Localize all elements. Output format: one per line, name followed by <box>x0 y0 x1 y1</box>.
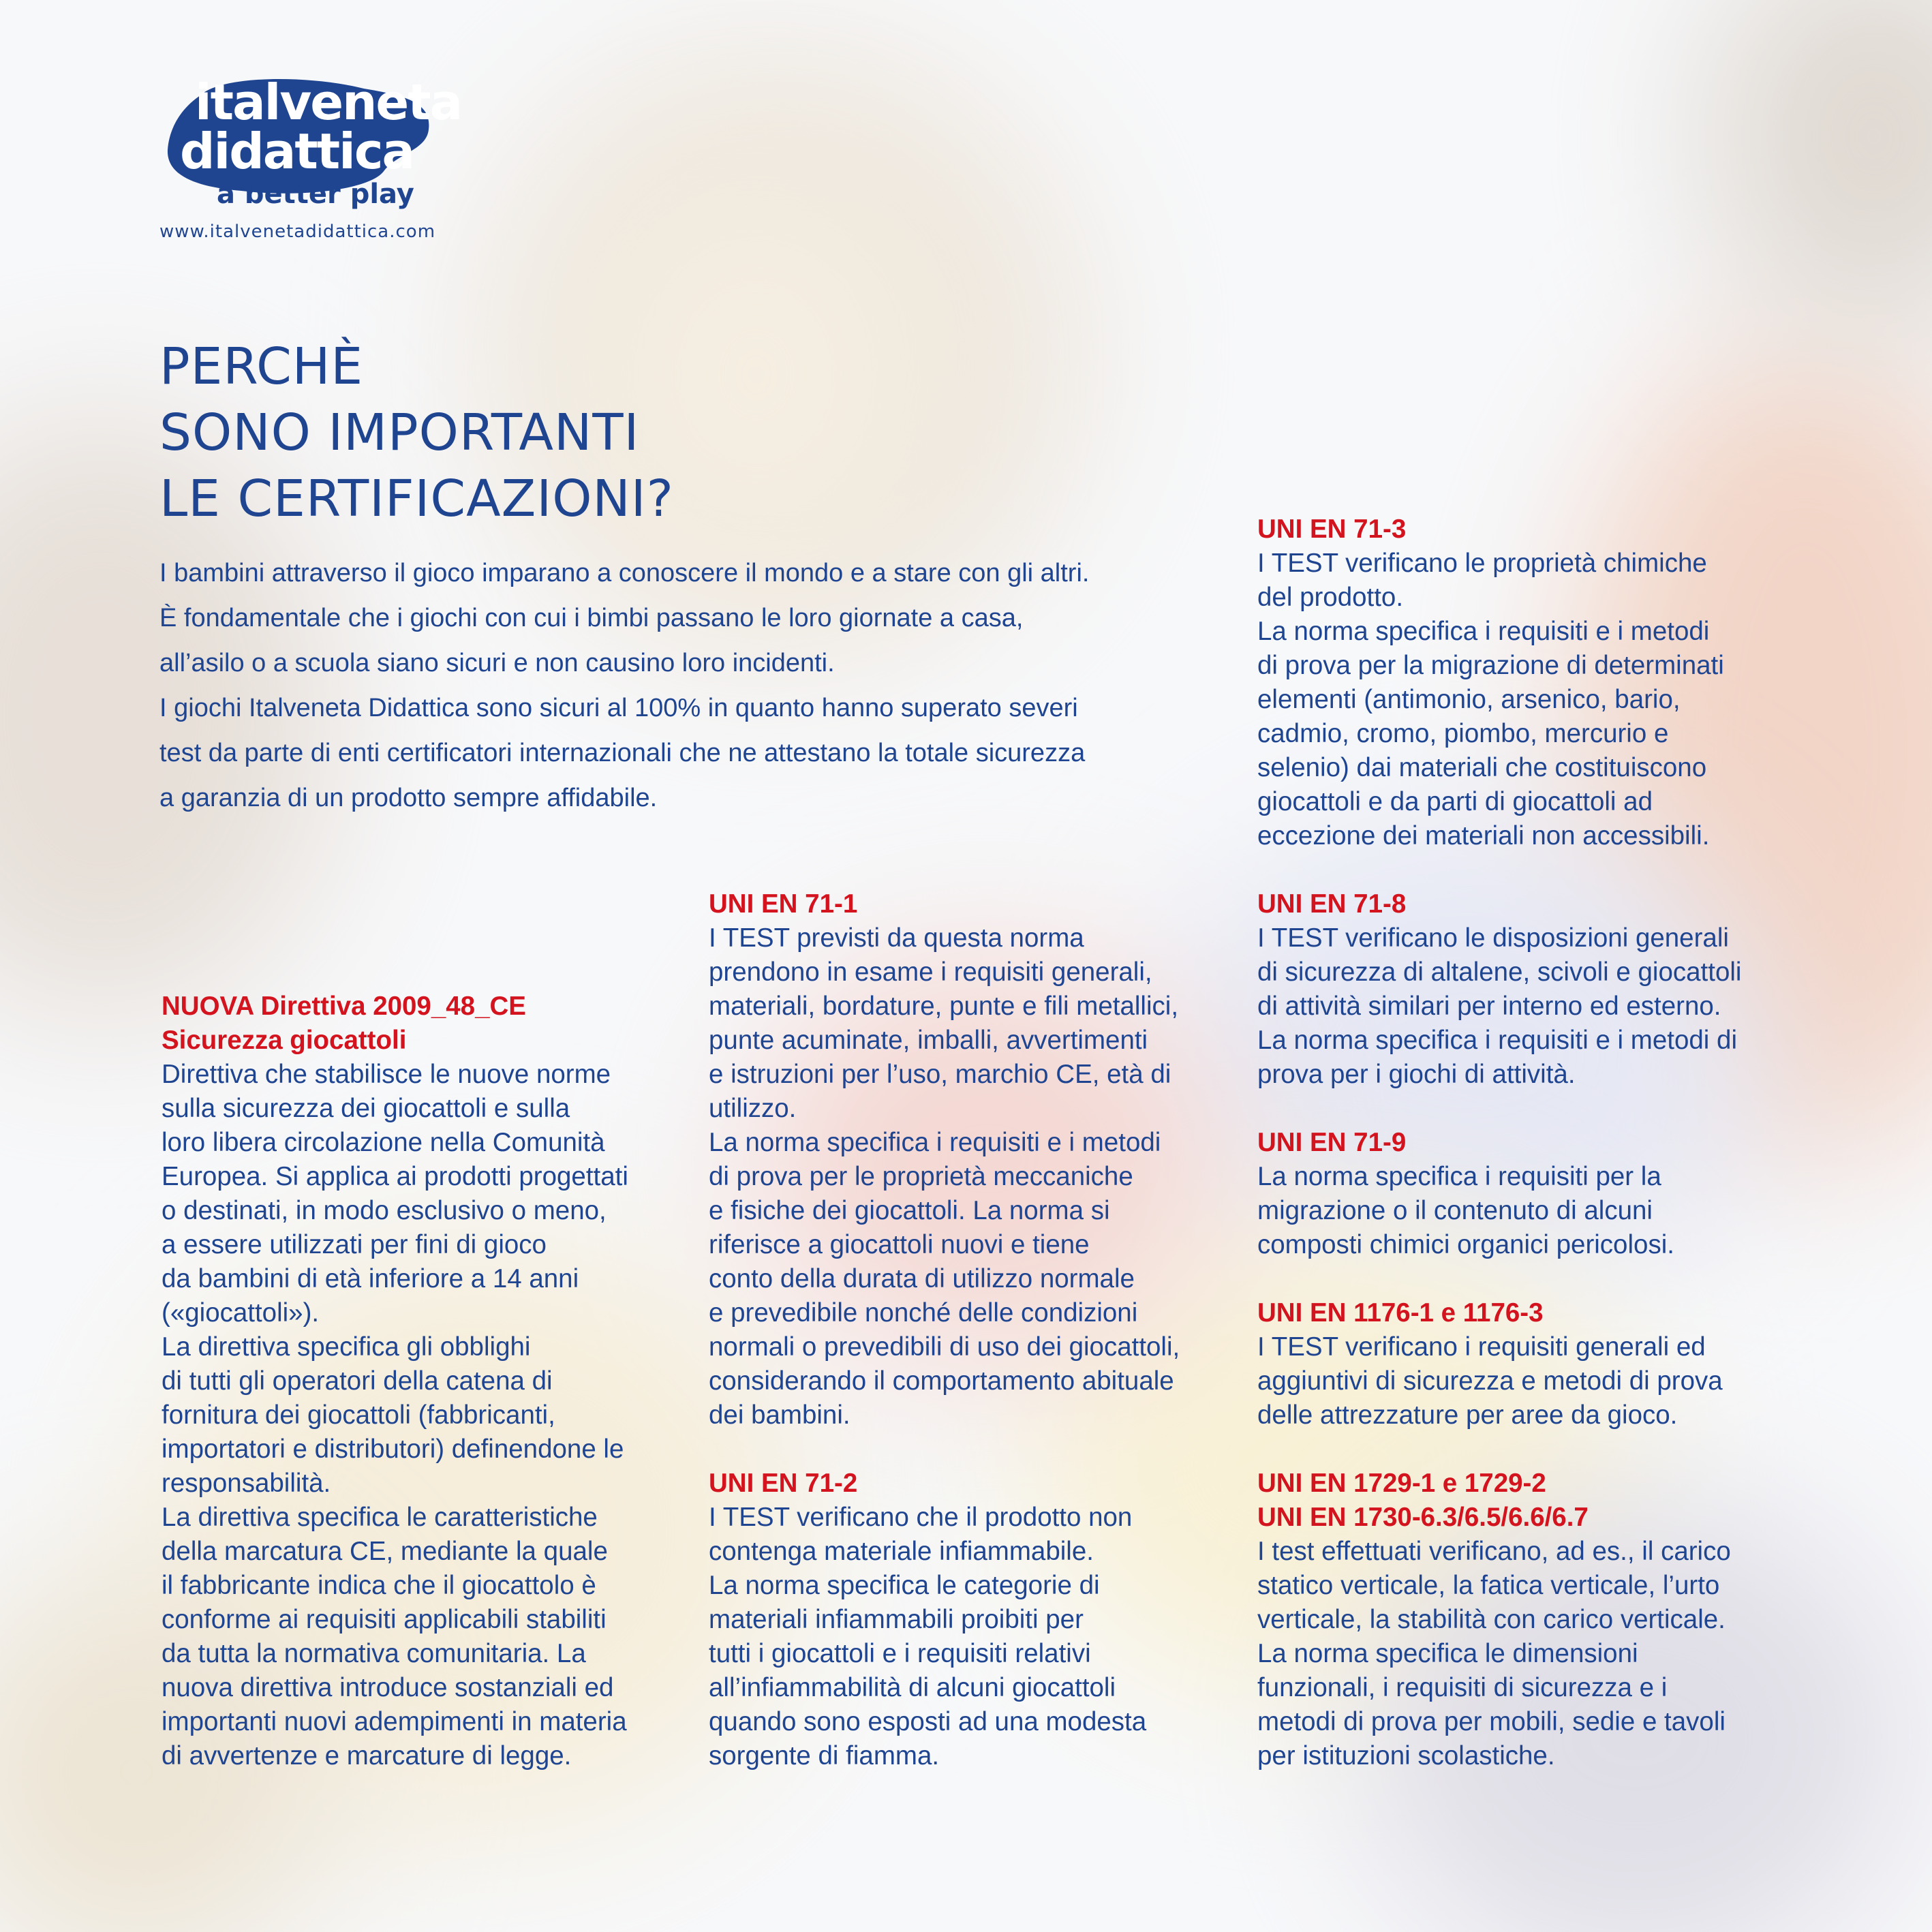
norm-heading: NUOVA Direttiva 2009_48_CE <box>162 992 526 1021</box>
norm-text-line: materiali infiammabili proibiti per <box>709 1605 1084 1634</box>
column-en71-1-2 <box>709 887 1240 1773</box>
page-title-line: PERCHÈ <box>159 337 364 396</box>
norm-text-line: tutti i giocattoli e i requisiti relativi <box>709 1639 1091 1668</box>
norm-text-line: I TEST verificano che il prodotto non <box>709 1503 1133 1532</box>
norm-text-line: riferisce a giocattoli nuovi e tiene <box>709 1230 1090 1259</box>
norm-section <box>709 1467 1240 1773</box>
norm-text-line: per istituzioni scolastiche. <box>1257 1741 1555 1770</box>
norm-text-line: sulla sicurezza dei giocattoli e sulla <box>162 1094 570 1123</box>
norm-text-line: loro libera circolazione nella Comunità <box>162 1128 605 1157</box>
column-directive <box>162 990 679 1773</box>
norm-text-line: La norma specifica i requisiti per la <box>1257 1162 1661 1191</box>
norm-text-line: punte acuminate, imballi, avvertimenti <box>709 1026 1148 1055</box>
norm-section <box>1257 1296 1803 1432</box>
norm-text-line: La direttiva specifica gli obblighi <box>162 1332 531 1362</box>
norm-text-line: quando sono esposti ad una modesta <box>709 1707 1147 1736</box>
intro-line: a garanzia di un prodotto sempre affidabile. <box>159 784 658 812</box>
norm-heading: UNI EN 1176-1 e 1176-3 <box>1257 1298 1544 1328</box>
page-title <box>159 334 674 532</box>
norm-text-line: La norma specifica i requisiti e i metodi <box>709 1128 1161 1157</box>
norm-heading: Sicurezza giocattoli <box>162 1026 407 1055</box>
intro-line: I giochi Italveneta Didattica sono sicuri al 100% in quanto hanno superato severi <box>159 694 1078 722</box>
norm-section <box>1257 1126 1803 1262</box>
norm-text-line: funzionali, i requisiti di sicurezza e i <box>1257 1673 1668 1702</box>
norm-heading: UNI EN 71-3 <box>1257 515 1407 544</box>
norm-section <box>1257 887 1803 1092</box>
norm-text-line: contenga materiale infiammabile. <box>709 1537 1094 1566</box>
norm-text-line: Europea. Si applica ai prodotti progettati <box>162 1162 628 1191</box>
brand-logo[interactable] <box>159 74 462 245</box>
norm-text-line: di avvertenze e marcature di legge. <box>162 1741 572 1770</box>
intro-line: test da parte di enti certificatori internazionali che ne attestano la totale sicurezza <box>159 739 1086 767</box>
norm-text-line: sorgente di fiamma. <box>709 1741 940 1770</box>
norm-text-line: La norma specifica le categorie di <box>709 1571 1100 1600</box>
norm-text-line: conto della durata di utilizzo normale <box>709 1264 1135 1293</box>
norm-text-line: di prova per le proprietà meccaniche <box>709 1162 1133 1191</box>
intro-line: I bambini attraverso il gioco imparano a conoscere il mondo e a stare con gli altri. <box>159 559 1090 587</box>
norm-text-line: migrazione o il contenuto di alcuni <box>1257 1196 1653 1225</box>
norm-text-line: dei bambini. <box>709 1400 850 1430</box>
norm-text-line: eccezione dei materiali non accessibili. <box>1257 821 1710 850</box>
logo-tagline: a better play <box>217 179 414 210</box>
norm-text-line: normali o prevedibili di uso dei giocattoli, <box>709 1332 1180 1362</box>
norm-text-line: I TEST verificano i requisiti generali ed <box>1257 1332 1706 1362</box>
norm-text-line: La direttiva specifica le caratteristiche <box>162 1503 598 1532</box>
norm-text-line: verticale, la stabilità con carico verticale. <box>1257 1605 1726 1634</box>
norm-text-line: o destinati, in modo esclusivo o meno, <box>162 1196 607 1225</box>
norm-text-line: da tutta la normativa comunitaria. La <box>162 1639 586 1668</box>
section-spacer <box>1257 1432 1803 1467</box>
norm-text-line: conforme ai requisiti applicabili stabiliti <box>162 1605 607 1634</box>
norm-text-line: della marcatura CE, mediante la quale <box>162 1537 608 1566</box>
norm-heading: UNI EN 71-9 <box>1257 1128 1407 1157</box>
section-spacer <box>1257 853 1803 887</box>
norm-text-line: utilizzo. <box>709 1094 797 1123</box>
logo-text-line1: italveneta <box>195 74 462 131</box>
page-title-line: LE CERTIFICAZIONI? <box>159 470 674 528</box>
norm-text-line: delle attrezzature per aree da gioco. <box>1257 1400 1678 1430</box>
norm-text-line: («giocattoli»). <box>162 1298 320 1328</box>
norm-heading: UNI EN 1730-6.3/6.5/6.6/6.7 <box>1257 1503 1589 1532</box>
norm-text-line: di tutti gli operatori della catena di <box>162 1366 553 1396</box>
norm-text-line: nuova direttiva introduce sostanziali ed <box>162 1673 614 1702</box>
intro-line: all’asilo o a scuola siano sicuri e non causino loro incidenti. <box>159 649 835 677</box>
norm-heading: UNI EN 71-1 <box>709 889 858 919</box>
norm-text-line: responsabilità. <box>162 1469 331 1498</box>
norm-text-line: La norma specifica i requisiti e i metodi <box>1257 617 1710 646</box>
norm-text-line: e fisiche dei giocattoli. La norma si <box>709 1196 1110 1225</box>
norm-section <box>1257 512 1803 853</box>
website-url[interactable]: www.italvenetadidattica.com <box>159 221 436 242</box>
norm-heading: UNI EN 71-2 <box>709 1469 858 1498</box>
norm-text-line: I TEST previsti da questa norma <box>709 923 1084 953</box>
norm-text-line: cadmio, cromo, piombo, mercurio e <box>1257 719 1669 748</box>
section-spacer <box>709 1432 1240 1467</box>
norm-text-line: La norma specifica le dimensioni <box>1257 1639 1638 1668</box>
norm-heading: UNI EN 1729-1 e 1729-2 <box>1257 1469 1546 1498</box>
norm-text-line: metodi di prova per mobili, sedie e tavoli <box>1257 1707 1726 1736</box>
norm-text-line: prendono in esame i requisiti generali, <box>709 957 1152 987</box>
column-en71-3-to-1730 <box>1257 512 1803 1773</box>
norm-text-line: importanti nuovi adempimenti in materia <box>162 1707 627 1736</box>
norm-text-line: I TEST verificano le proprietà chimiche <box>1257 549 1707 578</box>
norm-text-line: e prevedibile nonché delle condizioni <box>709 1298 1138 1328</box>
page-title-line: SONO IMPORTANTI <box>159 403 640 462</box>
norm-heading: UNI EN 71-8 <box>1257 889 1407 919</box>
norm-text-line: di prova per la migrazione di determinati <box>1257 651 1724 680</box>
intro-line: È fondamentale che i giochi con cui i bimbi passano le loro giornate a casa, <box>159 604 1024 632</box>
norm-text-line: considerando il comportamento abituale <box>709 1366 1174 1396</box>
norm-section <box>162 990 679 1773</box>
norm-text-line: giocattoli e da parti di giocattoli ad <box>1257 787 1653 816</box>
norm-text-line: I test effettuati verificano, ad es., il carico <box>1257 1537 1731 1566</box>
intro-paragraph <box>159 551 1223 821</box>
norm-text-line: statico verticale, la fatica verticale, l’urto <box>1257 1571 1720 1600</box>
norm-text-line: La norma specifica i requisiti e i metodi di <box>1257 1026 1738 1055</box>
norm-text-line: I TEST verificano le disposizioni generali <box>1257 923 1729 953</box>
norm-text-line: da bambini di età inferiore a 14 anni <box>162 1264 579 1293</box>
norm-text-line: all’infiammabilità di alcuni giocattoli <box>709 1673 1116 1702</box>
norm-text-line: del prodotto. <box>1257 583 1404 612</box>
section-spacer <box>1257 1092 1803 1126</box>
norm-text-line: aggiuntivi di sicurezza e metodi di prova <box>1257 1366 1723 1396</box>
norm-text-line: elementi (antimonio, arsenico, bario, <box>1257 685 1681 714</box>
section-spacer <box>1257 1262 1803 1296</box>
norm-text-line: prova per i giochi di attività. <box>1257 1060 1576 1089</box>
norm-text-line: materiali, bordature, punte e fili metallici, <box>709 992 1179 1021</box>
norm-section <box>709 887 1240 1432</box>
norm-text-line: Direttiva che stabilisce le nuove norme <box>162 1060 611 1089</box>
norm-text-line: selenio) dai materiali che costituiscono <box>1257 753 1707 782</box>
norm-text-line: di sicurezza di altalene, scivoli e giocattoli <box>1257 957 1742 987</box>
logo-text-line2: didattica <box>180 123 414 180</box>
norm-text-line: fornitura dei giocattoli (fabbricanti, <box>162 1400 555 1430</box>
norm-text-line: e istruzioni per l’uso, marchio CE, età di <box>709 1060 1171 1089</box>
norm-text-line: di attività similari per interno ed esterno. <box>1257 992 1721 1021</box>
norm-text-line: composti chimici organici pericolosi. <box>1257 1230 1674 1259</box>
norm-text-line: importatori e distributori) definendone le <box>162 1435 624 1464</box>
norm-section <box>1257 1467 1803 1773</box>
norm-text-line: il fabbricante indica che il giocattolo è <box>162 1571 596 1600</box>
norm-text-line: a essere utilizzati per fini di gioco <box>162 1230 547 1259</box>
